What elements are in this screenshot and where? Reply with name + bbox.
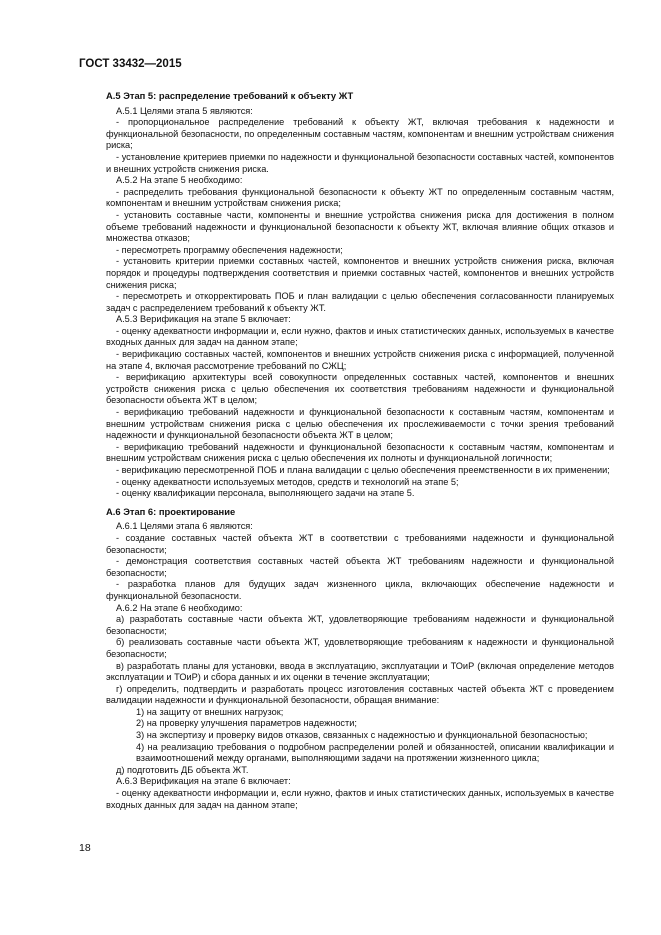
paragraph: - верификацию требований надежности и функциональной безопасности к составным частям, компонентам и внешним устройствам снижения риска с целью обеспечения их полноты и функциональной логичности; [106,441,614,464]
paragraph: - верификацию составных частей, компонентов и внешних устройств снижения риска с информацией, полученной на этапе 4, включая рассмотрение требований по СЖЦ; [106,349,614,371]
paragraph: - создание составных частей объекта ЖТ в соответствии с требованиями надежности и функциональной безопасности; [106,532,614,555]
list-item: 3) на экспертизу и проверку видов отказов, связанных с надежностью и функциональной безопасностью; [136,730,588,741]
paragraph: - демонстрация соответствия составных частей объекта ЖТ требованиям надежности и функциональной безопасности; [106,556,614,578]
paragraph: - оценку адекватности информации и, если нужно, фактов и иных статистических данных, используемых в качестве входных данных для задач на данном этапе; [106,325,614,348]
list-item: 1) на защиту от внешних нагрузок; [136,706,284,717]
paragraph: - верификацию пересмотренной ПОБ и плана валидации с целью обеспечения преемственности в их применении; [116,465,610,475]
paragraph: - установление критериев приемки по надежности и функциональной безопасности составных частей, компонентов и внешних устройств снижения риска. [106,151,614,174]
paragraph: А.6.2 На этапе 6 необходимо: [116,602,243,613]
page-number: 18 [79,842,91,854]
paragraph: б) реализовать составные части объекта ЖТ, удовлетворяющие требованиям к надежности и функциональной безопасности; [106,637,614,659]
paragraph: - оценку адекватности информации и, если нужно, фактов и иных статистических данных, используемых в качестве входных данных для задач на данном этапе; [106,788,614,810]
document-header: ГОСТ 33432—2015 [79,58,182,70]
section-heading: А.6 Этап 6: проектирование [106,505,236,517]
list-item: 2) на проверку улучшения параметров надежности; [136,718,357,729]
document-body [106,90,614,811]
paragraph: А.6.3 Верификация на этапе 6 включает: [116,776,291,787]
paragraph: а) разработать составные части объекта ЖТ, удовлетворяющие требованиям надежности и функциональной безопасности; [106,614,614,636]
paragraph: - установить критерии приемки составных частей, компонентов и внешних устройств снижения риска, включая порядок и процедуры подтверждения соответствия и приемки составных частей, компонентов и внешних устройств снижения риска; [106,256,614,290]
paragraph: А.6.1 Целями этапа 6 являются: [116,521,253,532]
paragraph: А.5.1 Целями этапа 5 являются: [116,105,253,116]
paragraph: А.5.3 Верификация на этапе 5 включает: [116,314,291,325]
section-heading: А.5 Этап 5: распределение требований к объекту ЖТ [106,90,354,101]
list-item: 4) на реализацию требования о подробном распределении ролей и обязанностей, описании квалификации и взаимоотношений между органами, выполняющими задачи на протяжении жизненного цикла; [136,741,614,764]
paragraph: - пересмотреть программу обеспечения надежности; [116,244,343,255]
paragraph: в) разработать планы для установки, ввода в эксплуатацию, эксплуатации и ТОиР (включая определение методов эксплуатации и ТОиР) и сбора данных и их оценки в течение эксплуатации; [106,660,614,683]
paragraph: - верификацию архитектуры всей совокупности определенных составных частей, компонентов и внешних устройств снижения риска с целью обеспечения их соответствия требованиям надежности и функциональной безопасности объекта ЖТ в целом; [106,372,614,406]
paragraph: д) подготовить ДБ объекта ЖТ. [116,764,249,775]
paragraph: - оценку квалификации персонала, выполняющего задачи на этапе 5. [116,488,415,499]
paragraph: - верификацию требований надежности и функциональной безопасности к составным частям, компонентам и внешним устройствам снижения риска с целью обеспечения их прослеживаемости с точки зрения требований надежности и функциональной безопасности объекта ЖТ в целом; [106,407,614,441]
paragraph: - оценку адекватности используемых методов, средств и технологий на этапе 5; [116,476,459,487]
paragraph: - распределить требования функциональной безопасности к объекту ЖТ по определенным составным частям, компонентам и внешним устройствам снижения риска; [106,186,614,209]
paragraph: г) определить, подтвердить и разработать процесс изготовления составных частей объекта ЖТ с проведением валидации надежности и функциональной безопасности, обращая внимание: [106,683,614,706]
paragraph: А.5.2 На этапе 5 необходимо: [116,175,243,186]
paragraph: - пересмотреть и откорректировать ПОБ и план валидации с целью обеспечения согласованности планируемых задач с распределением требований к объекту ЖТ. [106,291,614,313]
paragraph: - разработка планов для будущих задач жизненного цикла, включающих обеспечение надежности и функциональной безопасности. [106,579,614,601]
paragraph: - установить составные части, компоненты и внешние устройства снижения риска для достижения в полном объеме требований надежности и функциональной безопасности к объекту ЖТ, включая влияние общих отказов и множества отказов; [106,209,614,244]
paragraph: - пропорциональное распределение требований к объекту ЖТ, включая требования к надежности и функциональной безопасности, по определенным составным частям, компонентам и внешним устройствам снижения риска; [106,117,614,151]
